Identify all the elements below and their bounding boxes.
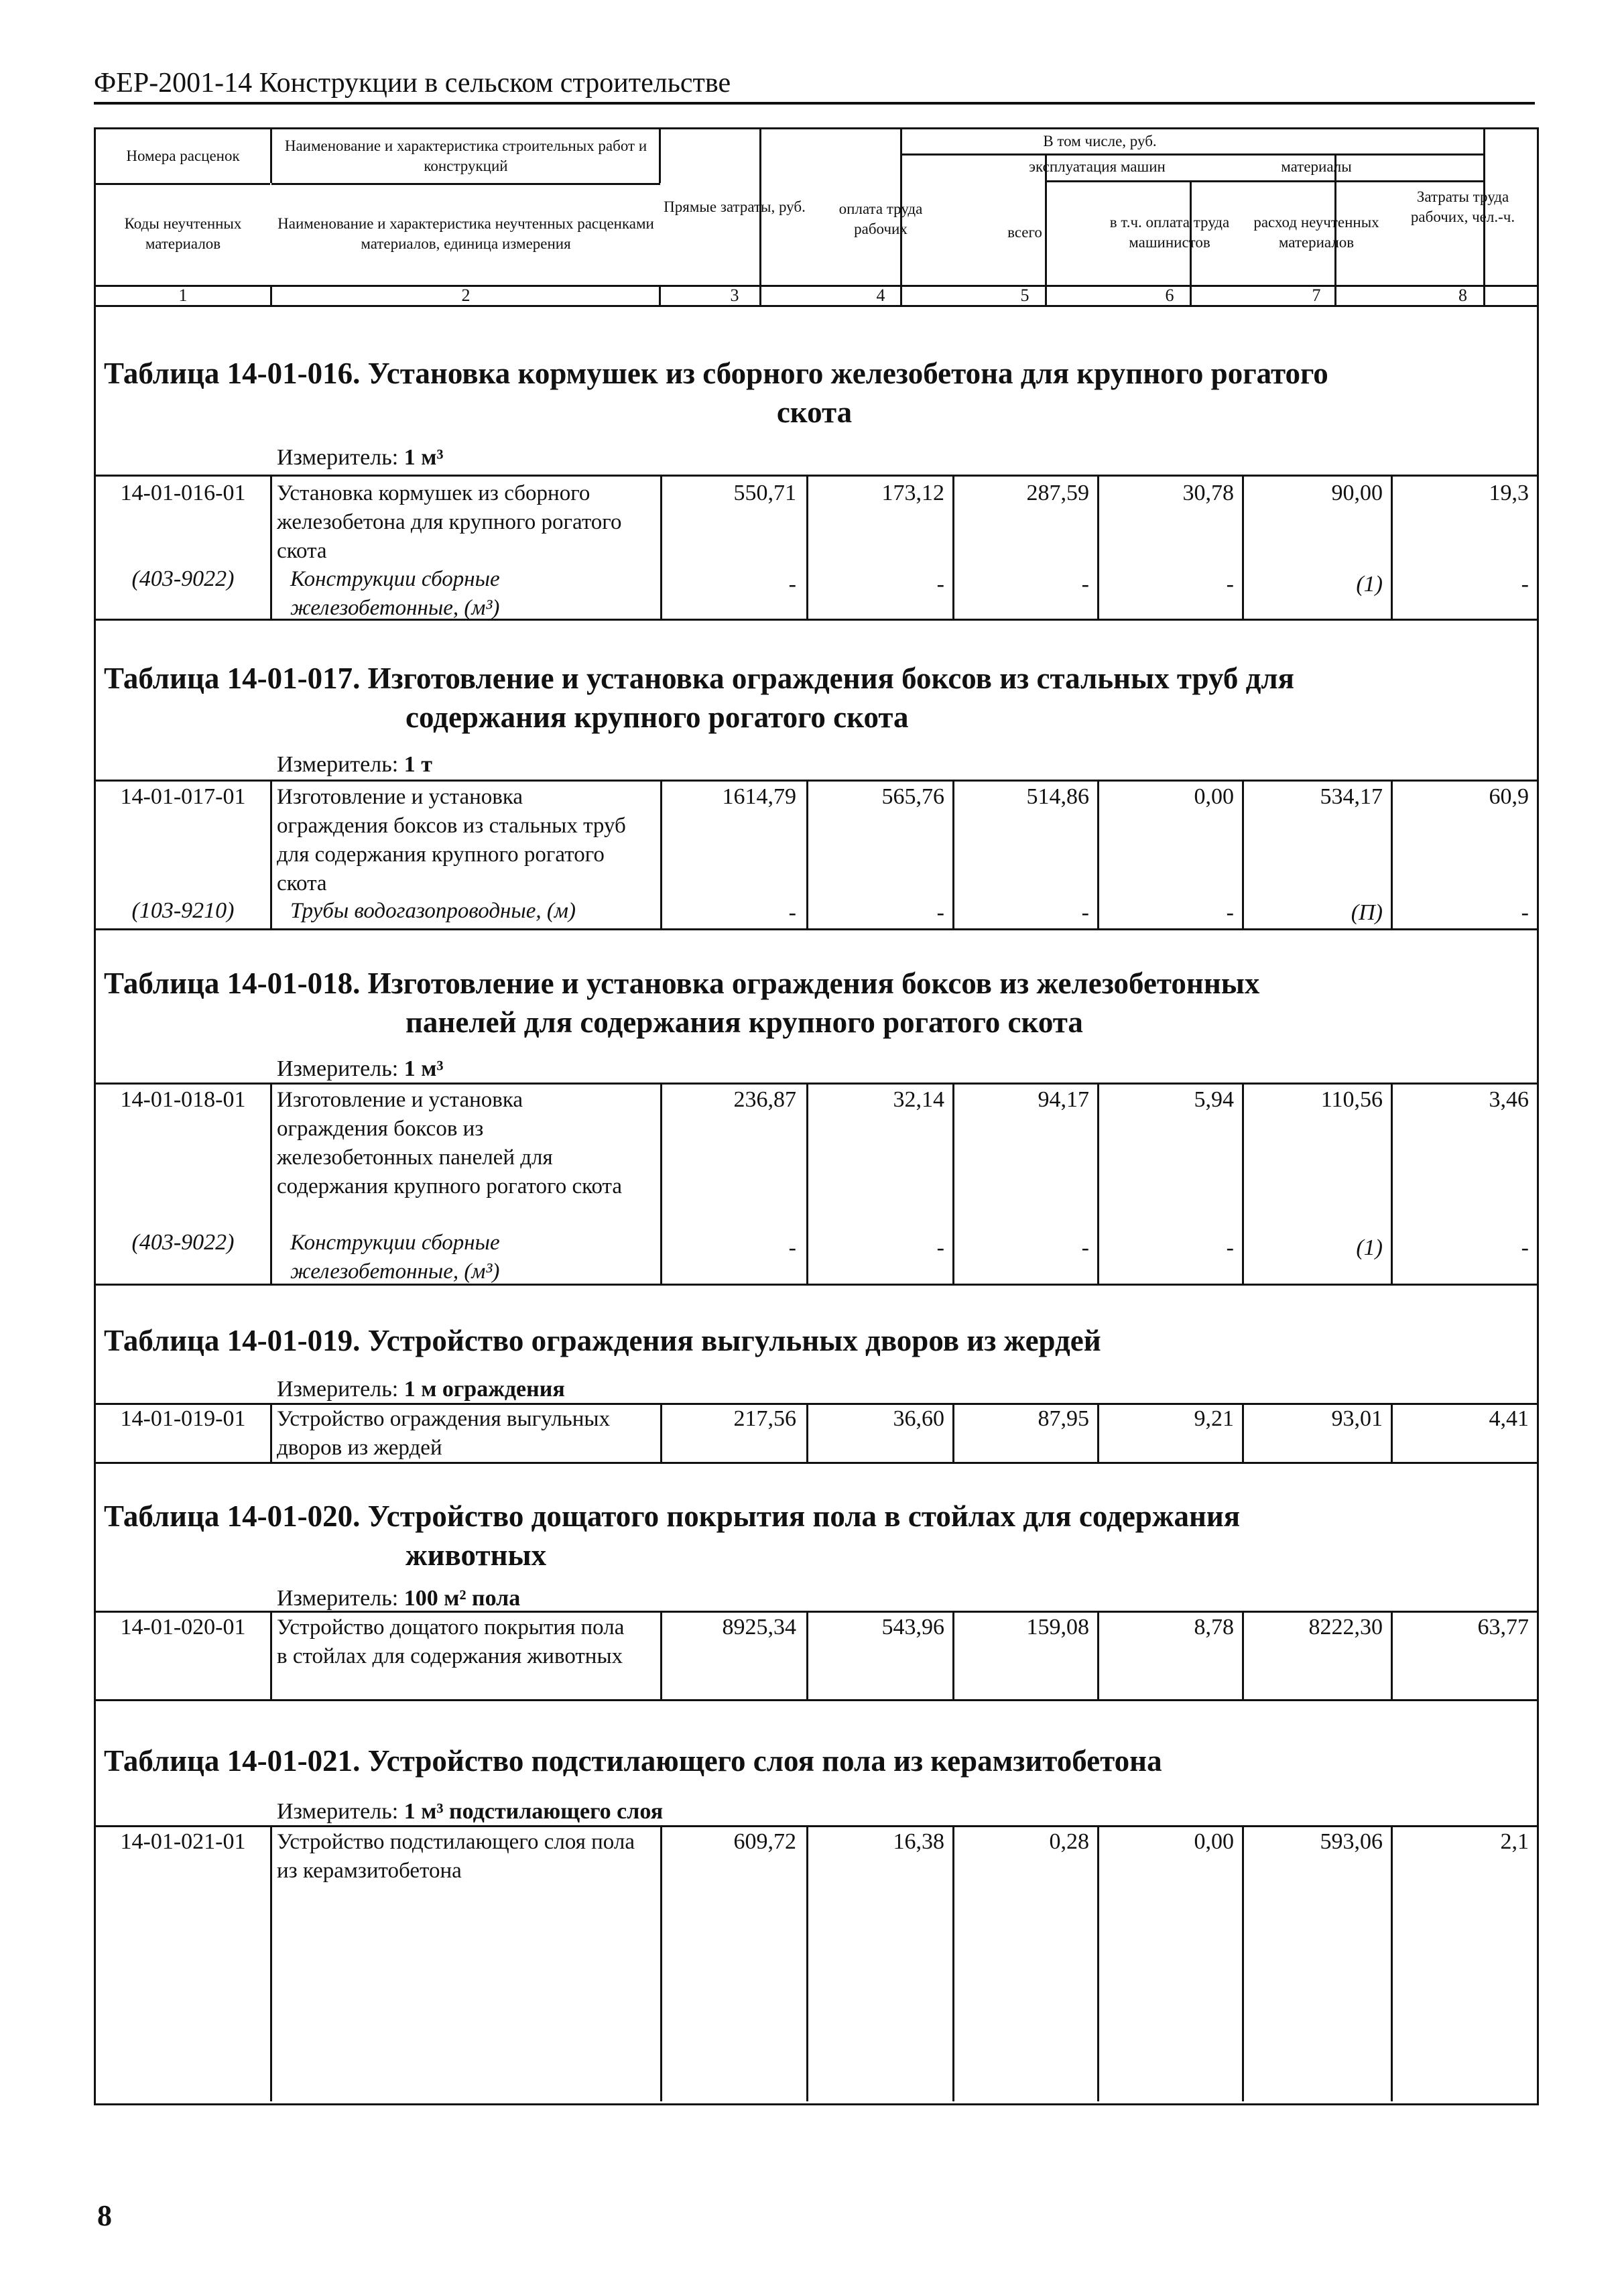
table-16-title-line2: скота xyxy=(776,395,853,429)
table-21-code: 14-01-021-01 xyxy=(120,1829,246,1854)
table-16-title xyxy=(104,354,1525,432)
table-16-unit-label: Измеритель: xyxy=(277,445,404,470)
table-20-title-line1: Таблица 14-01-020. Устройство дощатого покрытия пола в стойлах для содержания xyxy=(104,1499,1241,1533)
table-19-code: 14-01-019-01 xyxy=(120,1406,246,1431)
table-16-direct: 550,71 xyxy=(733,481,796,505)
table-17-machines: 514,86 xyxy=(1026,784,1089,809)
table-17-name: Изготовление и установка ограждения боксов из стальных труб для содержания крупного рогатого скота xyxy=(277,785,626,896)
table-17-title-line1: Таблица 14-01-017. Изготовление и установка ограждения боксов из стальных труб для xyxy=(104,662,1294,695)
table-20-unit-label: Измеритель: xyxy=(277,1586,404,1611)
table-18-machines: 94,17 xyxy=(1038,1087,1089,1112)
table-21-machinists: 0,00 xyxy=(1194,1829,1234,1854)
table-18-mat-amount: (1) xyxy=(1356,1235,1383,1260)
table-19-machines: 87,95 xyxy=(1038,1406,1089,1431)
table-19-hours: 4,41 xyxy=(1489,1406,1529,1431)
colnum-8: 8 xyxy=(1458,286,1467,305)
table-21-machines: 0,28 xyxy=(1049,1829,1089,1854)
table-18-title xyxy=(104,964,1525,1042)
table-16-hours: 19,3 xyxy=(1489,481,1529,505)
col8-header: Затраты труда рабочих, чел.-ч. xyxy=(1410,188,1515,225)
table-16-machines: 287,59 xyxy=(1026,481,1089,505)
table-16-mat-direct: - xyxy=(788,572,796,597)
table-17-title-line2: содержания крупного рогатого скота xyxy=(405,700,909,734)
table-19-title xyxy=(104,1321,1525,1360)
table-18-unit-value: 1 м³ xyxy=(403,1056,444,1081)
table-20-direct: 8925,34 xyxy=(722,1615,796,1640)
table-18-mat-direct: - xyxy=(788,1235,796,1260)
table-18-code: 14-01-018-01 xyxy=(120,1087,246,1112)
table-17-mat-machines: - xyxy=(1081,900,1089,925)
table-18-labor: 32,14 xyxy=(893,1087,944,1112)
table-18-mat-machinists: - xyxy=(1226,1235,1234,1260)
table-17-mat-labor: - xyxy=(936,900,944,925)
table-20-labor: 543,96 xyxy=(881,1615,944,1640)
col4-header: оплата труда рабочих xyxy=(838,200,923,237)
table-18-mat-name: Конструкции сборные железобетонные, (м³) xyxy=(290,1231,500,1284)
table-17-direct: 1614,79 xyxy=(722,784,796,809)
col2-top: Наименование и характеристика строительных работ и конструкций xyxy=(284,137,647,174)
table-18-machinists: 5,94 xyxy=(1194,1087,1234,1112)
table-18-title-line1: Таблица 14-01-018. Изготовление и установка ограждения боксов из железобетонных xyxy=(104,967,1260,1000)
table-19-unit-value: 1 м ограждения xyxy=(403,1377,565,1402)
col7-header: расход неучтенных материалов xyxy=(1253,214,1379,251)
machines-header: эксплуатация машин xyxy=(1029,158,1166,175)
table-20-unit-value: 100 м² пола xyxy=(403,1586,521,1611)
table-18-materials: 110,56 xyxy=(1320,1087,1383,1112)
table-20-machines: 159,08 xyxy=(1026,1615,1089,1640)
table-17-unit-label: Измеритель: xyxy=(277,752,404,777)
table-20-materials: 8222,30 xyxy=(1308,1615,1383,1640)
table-17-mat-name: Трубы водогазопроводные, (м) xyxy=(290,899,576,923)
table-16-materials: 90,00 xyxy=(1331,481,1383,505)
table-16-name: Установка кормушек из сборного железобетона для крупного рогатого скота xyxy=(277,481,622,563)
table-21-title xyxy=(104,1741,1525,1780)
table-17-title xyxy=(104,659,1525,737)
col1-bottom: Коды неучтенных материалов xyxy=(124,215,242,252)
colnum-7: 7 xyxy=(1312,286,1321,305)
table-16-unit xyxy=(277,444,444,471)
colnum-5: 5 xyxy=(1020,286,1029,305)
table-18-unit xyxy=(277,1056,444,1083)
page-header: ФЕР-2001-14 Конструкции в сельском строительстве xyxy=(94,66,1535,105)
table-16-title-line1: Таблица 14-01-016. Установка кормушек из сборного железобетона для крупного рогатого xyxy=(104,357,1328,390)
group-header: В том числе, руб. xyxy=(1043,133,1157,149)
col1-top: Номера расценок xyxy=(126,147,240,164)
table-16-unit-value: 1 м³ xyxy=(403,445,444,470)
colnum-6: 6 xyxy=(1165,286,1174,305)
table-20-title-line2: животных xyxy=(405,1538,547,1572)
table-20-name: Устройство дощатого покрытия пола в стойлах для содержания животных xyxy=(277,1615,625,1668)
table-21-labor: 16,38 xyxy=(893,1829,944,1854)
colnum-2: 2 xyxy=(461,286,471,305)
table-18-hours: 3,46 xyxy=(1489,1087,1529,1112)
table-18-mat-machines: - xyxy=(1081,1235,1089,1260)
table-16-mat-machines: - xyxy=(1081,572,1089,597)
table-16-mat-name: Конструкции сборные железобетонные, (м³) xyxy=(290,567,500,620)
table-18-mat-labor: - xyxy=(936,1235,944,1260)
table-20-machinists: 8,78 xyxy=(1194,1615,1234,1640)
table-19-unit xyxy=(277,1376,565,1403)
table-16-mat-amount: (1) xyxy=(1356,572,1383,597)
col5-header: всего xyxy=(1007,224,1042,241)
table-17-mat-hours: - xyxy=(1521,900,1529,925)
table-17-mat-direct: - xyxy=(788,900,796,925)
table-18-unit-label: Измеритель: xyxy=(277,1056,404,1081)
table-19-labor: 36,60 xyxy=(893,1406,944,1431)
table-21-unit xyxy=(277,1798,663,1825)
table-16-mat-hours: - xyxy=(1521,572,1529,597)
table-21-materials: 593,06 xyxy=(1320,1829,1383,1854)
table-17-unit-value: 1 т xyxy=(403,752,432,777)
table-17-unit xyxy=(277,751,432,778)
col3-header: Прямые затраты, руб. xyxy=(664,198,806,215)
table-20-title xyxy=(104,1497,1525,1574)
table-16-mat-labor: - xyxy=(936,572,944,597)
col2-bottom: Наименование и характеристика неучтенных расценками материалов, единица измерения xyxy=(277,215,654,252)
table-20-code: 14-01-020-01 xyxy=(120,1615,246,1640)
colnum-3: 3 xyxy=(730,286,739,305)
table-21-direct: 609,72 xyxy=(733,1829,796,1854)
table-19-materials: 93,01 xyxy=(1331,1406,1383,1431)
table-19-title-line1: Таблица 14-01-019. Устройство ограждения выгульных дворов из жердей xyxy=(104,1324,1101,1357)
table-17-labor: 565,76 xyxy=(881,784,944,809)
table-21-unit-label: Измеритель: xyxy=(277,1799,404,1824)
table-19-machinists: 9,21 xyxy=(1194,1406,1234,1431)
table-17-materials: 534,17 xyxy=(1320,784,1383,809)
table-16-mat-machinists: - xyxy=(1226,572,1234,597)
table-21-unit-value: 1 м³ подстилающего слоя xyxy=(403,1799,664,1824)
col6-header: в т.ч. оплата труда машинистов xyxy=(1109,214,1230,251)
table-17-machinists: 0,00 xyxy=(1194,784,1234,809)
rates-sheet xyxy=(94,127,1539,2105)
colnum-4: 4 xyxy=(876,286,885,305)
table-17-code: 14-01-017-01 xyxy=(120,784,246,809)
table-21-name: Устройство подстилающего слоя пола из керамзитобетона xyxy=(277,1830,635,1883)
table-21-hours: 2,1 xyxy=(1500,1829,1529,1854)
table-18-title-line2: панелей для содержания крупного рогатого скота xyxy=(405,1005,1083,1039)
table-19-name: Устройство ограждения выгульных дворов из жердей xyxy=(277,1407,611,1460)
table-17-mat-machinists: - xyxy=(1226,900,1234,925)
page-number: 8 xyxy=(97,2199,112,2232)
table-20-hours: 63,77 xyxy=(1477,1615,1529,1640)
table-16-labor: 173,12 xyxy=(881,481,944,505)
table-19-direct: 217,56 xyxy=(733,1406,796,1431)
table-18-direct: 236,87 xyxy=(733,1087,796,1112)
table-16-machinists: 30,78 xyxy=(1182,481,1234,505)
table-18-name: Изготовление и установка ограждения боксов из железобетонных панелей для содержания крупного рогатого скота xyxy=(277,1088,623,1198)
table-17-hours: 60,9 xyxy=(1489,784,1529,809)
table-18-mat-hours: - xyxy=(1521,1235,1529,1260)
table-17-mat-code: (103-9210) xyxy=(131,898,235,923)
table-20-unit xyxy=(277,1585,520,1612)
table-21-title-line1: Таблица 14-01-021. Устройство подстилающего слоя пола из керамзитобетона xyxy=(104,1744,1162,1778)
table-17-mat-amount: (П) xyxy=(1351,900,1383,925)
table-19-unit-label: Измеритель: xyxy=(277,1377,404,1402)
table-18-mat-code: (403-9022) xyxy=(131,1230,235,1255)
materials-header: материалы xyxy=(1281,158,1352,175)
colnum-1: 1 xyxy=(178,286,188,305)
table-16-code: 14-01-016-01 xyxy=(120,481,246,505)
table-16-mat-code: (403-9022) xyxy=(131,566,235,591)
